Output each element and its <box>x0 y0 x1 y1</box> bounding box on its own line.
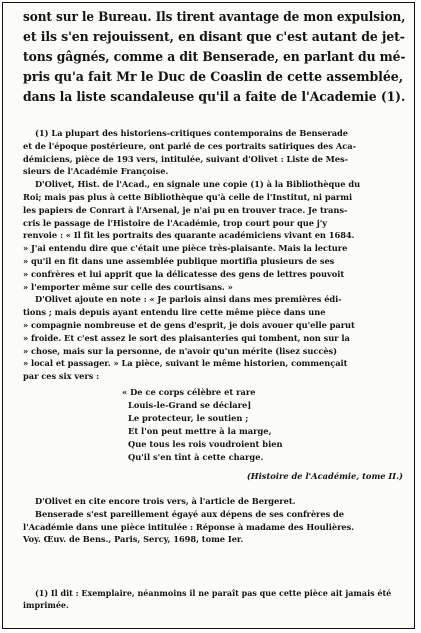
note-line: et de l'époque postérieure, ont parlé de ces portraits satiriques des Aca- <box>23 140 356 151</box>
note-line: D'Olivet ajoute en note : « Je parlois ainsi dans mes premières édi- <box>35 294 342 305</box>
footnote-line: imprimée. <box>23 600 69 610</box>
verse-line: Le protecteur, le soutien ; <box>128 413 249 423</box>
main-text <box>23 7 405 107</box>
verse-line: Louis-le-Grand se déclare] <box>128 400 252 410</box>
main-line: tons gâgnés, comme a dit Benserade, en parlant du mé- <box>23 49 406 64</box>
note-line: tions ; mais depuis ayant entendu lire cette même pièce dans une <box>23 307 326 318</box>
note-line: » confrères et lui apprit que la délicatesse des gens de lettres pouvoit <box>23 268 345 279</box>
note-line: » l'emporter même sur celle des courtisans. » <box>23 281 233 292</box>
note-block-2 <box>23 495 407 546</box>
note-line: » qu'il en fit dans une assemblée publique mortifia plusieurs de ses <box>23 255 335 266</box>
note-line: D'Olivet en cite encore trois vers, à l'article de Bergeret. <box>35 496 296 506</box>
note-line: D'Olivet, Hist. de l'Acad., en signale une copie (1) à la Bibliothèque du <box>35 179 361 190</box>
verse-line: Que tous les rois voudroient bien <box>128 439 283 449</box>
main-line: pris qu'a fait Mr le Duc de Coaslin de cette assemblée, <box>23 69 403 84</box>
note-block-1 <box>23 127 407 383</box>
main-line: et ils s'en rejouissent, en disant que c'est autant de jet- <box>23 29 405 44</box>
verse-line: Et l'on peut mettre à la marge, <box>128 426 272 436</box>
note-line: » local et passager. » La pièce, suivant le même historien, commençait <box>23 358 348 369</box>
note-line: » compagnie nombreuse et de gens d'esprit, je dois avouer qu'elle parut <box>23 319 355 330</box>
note-line: Roi; mais pas plus à cette Bibliothèque qu'à celle de l'Institut, ni parmi <box>23 191 353 202</box>
note-line: » J'ai entendu dire que c'était une pièce très-plaisante. Mais la lecture <box>23 243 348 254</box>
footnote-line: (1) Il dit : Exemplaire, néanmoins il ne paraît pas que cette pièce ait jamais été <box>35 588 392 598</box>
note-line: » froide. Et c'est assez le sort des plaisanteries qui tombent, non sur la <box>23 332 350 343</box>
note-line: (1) La plupart des historiens-critiques contemporains de Benserade <box>35 128 349 138</box>
main-line: sont sur le Bureau. Ils tirent avantage de mon expulsion, <box>23 9 406 24</box>
note-line: Voy. Œuv. de Bens., Paris, Sercy, 1698, tome Ier. <box>23 534 244 545</box>
verse-line: Qu'il s'en tînt à cette charge. <box>128 452 264 462</box>
note-line: Benserade s'est pareillement égayé aux dépens de ses confrères de <box>35 508 345 519</box>
note-line: l'Académie dans une pièce intitulée : Réponse à madame des Houlières. <box>23 521 355 532</box>
note-line: sieurs de l'Académie Françoise. <box>23 166 169 177</box>
verse-line: « De ce corps célèbre et rare <box>122 387 256 397</box>
note-line: par ces six vers : <box>23 371 100 382</box>
note-line: démiciens, pièce de 193 vers, intitulée, suivant d'Olivet : Liste de Mes- <box>23 153 349 164</box>
note-line: les papiers de Conrart à l'Arsenal, je n'ai pu en trouver trace. Je trans- <box>23 204 348 215</box>
note-line: » chose, mais sur la personne, de n'avoir qu'un mérite (lisez succès) <box>23 345 338 356</box>
main-line: dans la liste scandaleuse qu'il a faite de l'Academie (1). <box>23 89 406 104</box>
verse-quote <box>122 386 388 464</box>
note-line: renvoie : « Il fit les portraits des quarante académiciens vivant en 1684. <box>23 230 355 241</box>
note-line: cris le passage de l'Histoire de l'Académie, trop court pour que j'y <box>23 217 328 228</box>
book-page <box>2 2 415 629</box>
footnote <box>23 587 407 611</box>
verse-source: (Histoire de l'Académie, tome II.) <box>246 471 403 481</box>
